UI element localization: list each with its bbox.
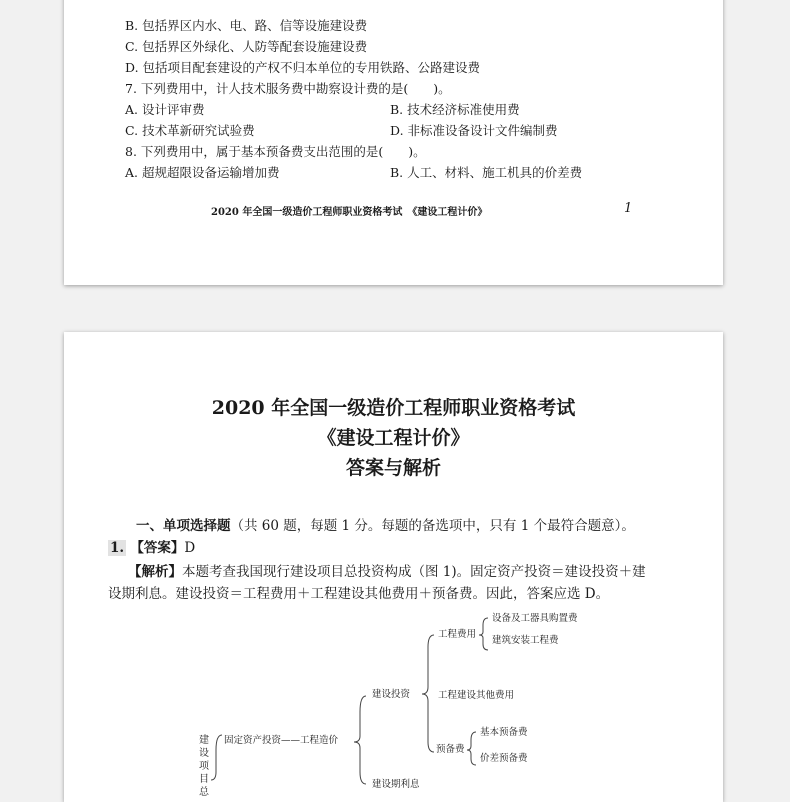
q1-answer-label: 【答案】 bbox=[130, 540, 185, 556]
diagram-construction-investment: 建设投资 bbox=[372, 689, 411, 700]
diagram-other-cost: 工程建设其他费用 bbox=[438, 690, 515, 701]
answer-title-line2: 《建设工程计价》 bbox=[317, 427, 470, 449]
q6-option-c: C. 包括界区外绿化、人防等配套设施建设费 bbox=[125, 39, 368, 54]
analysis-line-2: 设期利息。建设投资＝工程费用＋工程建设其他费用＋预备费。因此，答案应选 D。 bbox=[108, 586, 610, 602]
q7-option-d: D. 非标准设备设计文件编制费 bbox=[390, 123, 558, 138]
q7-option-b: B. 技术经济标准使用费 bbox=[390, 102, 520, 117]
analysis-text-1: 本题考查我国现行建设项目总投资构成（图 1)。固定资产投资＝建设投资＋建 bbox=[182, 564, 646, 580]
q6-option-b: B. 包括界区内水、电、路、信等设施建设费 bbox=[125, 18, 368, 33]
page-footer: 2020 年全国一级造价工程师职业资格考试 《建设工程计价》 bbox=[211, 207, 488, 218]
diagram-root-label: 建设项目总 bbox=[199, 735, 209, 798]
q8-option-b: B. 人工、材料、施工机具的价差费 bbox=[390, 165, 583, 180]
q8-option-a: A. 超规超限设备运输增加费 bbox=[125, 165, 280, 180]
q1-number: 1. bbox=[110, 540, 125, 556]
exam-page-2 bbox=[64, 332, 723, 802]
diagram-equipment-cost: 设备及工器具购置费 bbox=[492, 613, 578, 624]
diagram-price-contingency: 价差预备费 bbox=[480, 753, 528, 764]
section-label: 一、单项选择题 bbox=[136, 518, 231, 534]
page-number: 1 bbox=[624, 201, 633, 216]
diagram-brackets bbox=[64, 332, 723, 802]
diagram-basic-contingency: 基本预备费 bbox=[480, 727, 528, 738]
analysis-label: 【解析】 bbox=[128, 564, 182, 580]
answer-title-line1: 2020 年全国一级造价工程师职业资格考试 bbox=[211, 397, 576, 419]
q7-stem: 7. 下列费用中，计人技术服务费中勘察设计费的是( )。 bbox=[125, 81, 451, 96]
diagram-engineering-cost: 工程费用 bbox=[438, 629, 477, 640]
diagram-fixed-asset: 固定资产投资——工程造价 bbox=[224, 735, 339, 746]
diagram-contingency: 预备费 bbox=[436, 744, 465, 755]
q7-option-c: C. 技术革新研究试验费 bbox=[125, 123, 255, 138]
answer-title-line3: 答案与解析 bbox=[345, 457, 441, 479]
q6-option-d: D. 包括项目配套建设的产权不归本单位的专用铁路、公路建设费 bbox=[125, 60, 481, 75]
q6-option-a bbox=[125, 0, 292, 1]
diagram-construction-interest: 建设期利息 bbox=[372, 779, 420, 790]
exam-page-1 bbox=[64, 0, 723, 285]
q8-stem: 8. 下列费用中，属于基本预备费支出范围的是( )。 bbox=[125, 144, 426, 159]
q7-option-a: A. 设计评审费 bbox=[125, 102, 205, 117]
diagram-installation-cost: 建筑安装工程费 bbox=[492, 635, 559, 646]
section-description: （共 60 题，每题 1 分。每题的备选项中，只有 1 个最符合题意）。 bbox=[230, 518, 635, 534]
q1-answer-value: D bbox=[184, 540, 196, 556]
